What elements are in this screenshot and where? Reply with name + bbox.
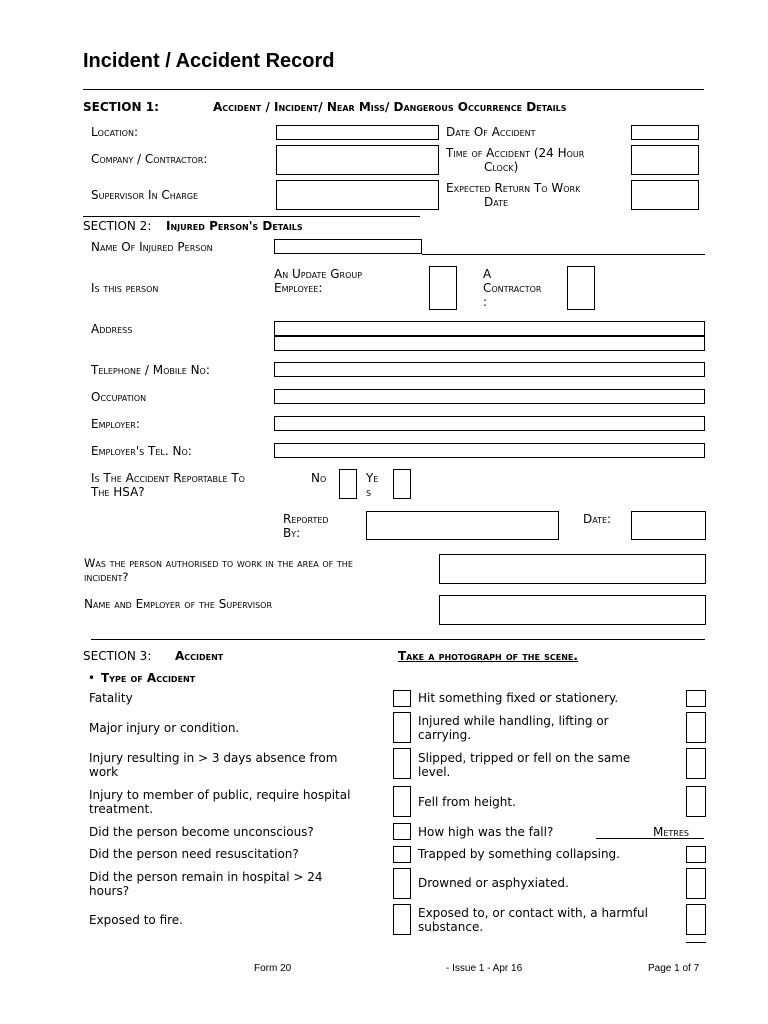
address-field-line2[interactable] [274, 336, 705, 351]
item-drowned: Drowned or asphyxiated. [418, 876, 569, 890]
supervisor-name-label: Name and Employer of the Supervisor [84, 597, 273, 611]
authorised-label-line1: Was the person authorised to work in the area of the [84, 556, 353, 570]
name-label: Name Of Injured Person [91, 240, 213, 254]
employer-tel-label: Employer's Tel. No: [91, 444, 192, 458]
employer-field[interactable] [274, 416, 705, 431]
date-label: Date: [583, 512, 612, 526]
authorised-label-line2: incident? [84, 570, 129, 584]
item-trapped: Trapped by something collapsing. [418, 847, 620, 861]
contractor-label-line3: : [483, 295, 488, 309]
address-label: Address [91, 322, 133, 336]
employee-label-line2: Employee: [274, 281, 323, 295]
company-label: Company / Contractor: [91, 152, 208, 166]
supervisor-name-field[interactable] [439, 595, 706, 625]
section2-subheading: Injured Person's Details [166, 219, 303, 233]
reportable-label-line1: Is The Accident Reportable To [91, 471, 245, 485]
item-harmful-line2: substance. [418, 920, 484, 934]
no-checkbox[interactable] [339, 469, 357, 499]
bullet-icon: • [88, 671, 96, 685]
return-label-line2: Date [484, 195, 509, 209]
reported-date-field[interactable] [631, 511, 706, 540]
item-fell-height: Fell from height. [418, 795, 516, 809]
item-public-line1: Injury to member of public, require hospital [89, 788, 351, 802]
public-checkbox[interactable] [393, 786, 411, 817]
type-heading: Type of Accident [101, 671, 196, 685]
telephone-label: Telephone / Mobile No: [91, 363, 210, 377]
section3-rule [91, 639, 705, 640]
time-label-line2: Clock) [484, 160, 519, 174]
item-hit-fixed: Hit something fixed or stationery. [418, 691, 619, 705]
trapped-checkbox[interactable] [686, 846, 706, 863]
hit-fixed-checkbox[interactable] [686, 690, 706, 707]
major-injury-checkbox[interactable] [393, 712, 411, 743]
section3-subheading: Accident [175, 649, 224, 663]
employer-tel-field[interactable] [274, 443, 705, 458]
return-label-line1: Expected Return To Work [446, 181, 581, 195]
slipped-checkbox[interactable] [686, 748, 706, 779]
item-hospital-line2: hours? [89, 884, 130, 898]
item-fall-height: How high was the fall? [418, 825, 554, 839]
item-resuscitation: Did the person need resuscitation? [89, 847, 299, 861]
item-handling-line2: carrying. [418, 728, 472, 742]
authorised-field[interactable] [439, 554, 706, 584]
section2-heading: SECTION 2: [83, 219, 152, 233]
handling-checkbox[interactable] [686, 712, 706, 743]
3-days-checkbox[interactable] [393, 748, 411, 779]
time-field[interactable] [631, 145, 699, 175]
drowned-checkbox[interactable] [686, 868, 706, 899]
reported-by-label-line1: Reported [283, 512, 329, 526]
item-public-line2: treatment. [89, 802, 154, 816]
company-field[interactable] [276, 145, 439, 175]
contractor-checkbox[interactable] [567, 266, 595, 310]
item-slipped-line2: level. [418, 765, 451, 779]
photo-note: Take a photograph of the scene. [398, 649, 578, 663]
item-harmful-line1: Exposed to, or contact with, a harmful [418, 906, 648, 920]
fell-height-checkbox[interactable] [686, 786, 706, 817]
occupation-label: Occupation [91, 390, 147, 404]
yes-checkbox[interactable] [393, 469, 411, 499]
harmful-checkbox[interactable] [686, 904, 706, 935]
item-slipped-line1: Slipped, tripped or fell on the same [418, 751, 631, 765]
section3-heading: SECTION 3: [83, 649, 152, 663]
item-unconscious: Did the person become unconscious? [89, 825, 314, 839]
time-label-line1: Time of Accident (24 Hour [446, 146, 585, 160]
reported-by-field[interactable] [366, 511, 559, 540]
item-3-days-line1: Injury resulting in > 3 days absence from [89, 751, 338, 765]
yes-label-line2: s [366, 485, 372, 499]
employee-label-line1: An Update Group [274, 267, 363, 281]
contractor-label-line1: A [483, 267, 492, 281]
item-fatality: Fatality [89, 691, 133, 705]
location-field[interactable] [276, 125, 439, 140]
footer-page: Page 1 of 7 [648, 963, 700, 974]
item-major-injury: Major injury or condition. [89, 721, 240, 735]
item-fire: Exposed to fire. [89, 913, 183, 927]
telephone-field[interactable] [274, 362, 705, 377]
unconscious-checkbox[interactable] [393, 823, 411, 840]
occupation-field[interactable] [274, 389, 705, 404]
name-line [422, 254, 705, 255]
continuation-mark [686, 942, 706, 943]
footer-issue: - Issue 1 - Apr 16 [446, 963, 523, 974]
contractor-label-line2: Contractor [483, 281, 542, 295]
employer-label: Employer: [91, 417, 140, 431]
date-of-accident-label: Date Of Accident [446, 125, 536, 139]
page-title: Incident / Accident Record [83, 50, 335, 72]
section1-heading: SECTION 1: [83, 100, 159, 114]
no-label: No [311, 471, 327, 485]
section2-rule [83, 216, 420, 217]
hospital-checkbox[interactable] [393, 868, 411, 899]
employee-checkbox[interactable] [429, 266, 457, 310]
section1-subheading: Accident / Incident/ Near Miss/ Dangerous Occurrence Details [213, 100, 567, 114]
item-3-days-line2: work [89, 765, 119, 779]
reported-by-label-line2: By: [283, 526, 301, 540]
name-field[interactable] [274, 239, 422, 254]
supervisor-field[interactable] [276, 180, 439, 210]
item-hospital-line1: Did the person remain in hospital > 24 [89, 870, 323, 884]
is-person-label: Is this person [91, 281, 159, 295]
date-of-accident-field[interactable] [631, 125, 699, 140]
title-rule [83, 89, 704, 90]
resuscitation-checkbox[interactable] [393, 846, 411, 863]
fire-checkbox[interactable] [393, 904, 411, 935]
yes-label-line1: Ye [366, 471, 379, 485]
item-handling-line1: Injured while handling, lifting or [418, 714, 609, 728]
address-field-line1[interactable] [274, 321, 705, 336]
footer-form: Form 20 [254, 963, 292, 974]
fatality-checkbox[interactable] [393, 690, 411, 707]
supervisor-label: Supervisor In Charge [91, 188, 199, 202]
location-label: Location: [91, 125, 138, 139]
metres-label: Metres [653, 825, 689, 839]
return-date-field[interactable] [631, 180, 699, 210]
reportable-label-line2: The HSA? [91, 485, 145, 499]
